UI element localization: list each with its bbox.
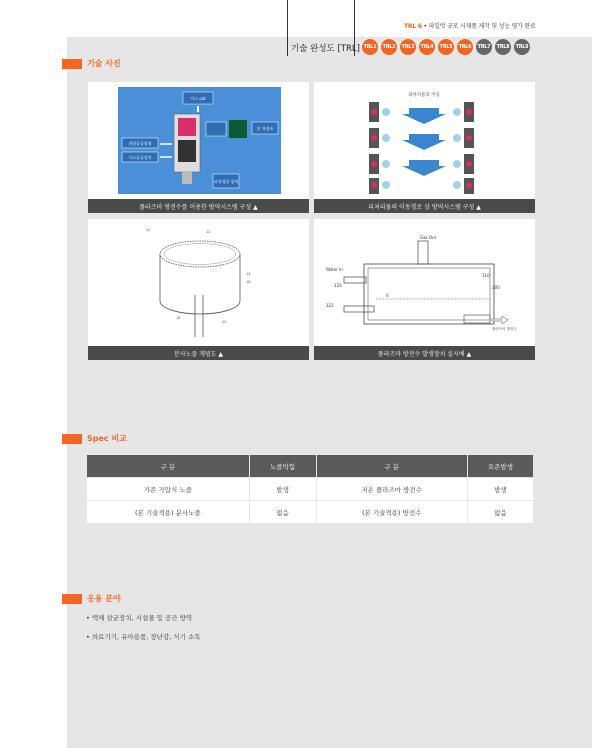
ref-number: 14 xyxy=(246,272,251,276)
figure-route-diagram xyxy=(314,82,535,213)
table-header-cell: 구 분 xyxy=(316,455,467,478)
spec-comparison-table xyxy=(87,455,533,523)
label-object-movement: 피처리물의 이동 xyxy=(408,93,440,98)
ref-number: 20 xyxy=(222,320,227,324)
list-item: • 의료기기, 유아용품, 장난감, 식기 소독 xyxy=(86,633,201,641)
table-row xyxy=(87,478,533,501)
trl-level-badge: TRL7 xyxy=(476,39,492,55)
section-title: 응용 분야 xyxy=(87,594,121,603)
trl-level-badge: TRL1 xyxy=(362,39,378,55)
figure-caption: 플라즈마 방전수를 이용한 방역시스템 구성 ▲ xyxy=(88,199,309,213)
trl-level-badge: TRL8 xyxy=(495,39,511,55)
trl-label: 기술 완성도 [TRL] xyxy=(291,44,360,54)
table-cell: 발생 xyxy=(249,478,316,501)
table-cell: 저온 플라즈마 방전수 xyxy=(316,478,467,501)
dimension-label: d xyxy=(386,293,389,298)
table-cell: 없음 xyxy=(249,501,316,524)
label-water-in: Water In xyxy=(326,267,343,272)
table-header-cell: 노즐막힘 xyxy=(249,455,316,478)
label-target-device: 피처리물 장치 xyxy=(213,179,239,184)
label-water-tank: 물 저장조 xyxy=(256,126,274,131)
ref-number: 18 xyxy=(176,316,181,320)
table-header-cell: 오존발생 xyxy=(467,455,533,478)
ref-number: 300 xyxy=(492,285,500,290)
trl-level-badge: TRL9 xyxy=(514,39,530,55)
label-gas-out: Gas Out xyxy=(420,235,437,240)
trl-level-badge: TRL6 xyxy=(457,39,473,55)
section-marker xyxy=(62,594,82,604)
section-marker xyxy=(62,434,82,444)
trl-status: TRL 6 • 파일럿 규모 시제품 제작 및 성능 평가 완료 xyxy=(404,23,536,30)
route-diagram-image xyxy=(314,82,535,199)
trl-level-badge: TRL4 xyxy=(419,39,435,55)
section-title: Spec 비교 xyxy=(87,434,127,443)
ref-number: 12 xyxy=(206,230,211,234)
ref-number: 16 xyxy=(246,280,251,284)
table-cell: (본 기술적용) 방전수 xyxy=(316,501,467,524)
label-gas-out: 가스 out xyxy=(190,96,206,101)
ref-number: 10 xyxy=(146,228,151,232)
applications-list xyxy=(86,613,201,651)
system-diagram-image xyxy=(88,82,309,199)
table-cell: 없음 xyxy=(467,501,533,524)
label-gas-supply: 가스공급장치 xyxy=(128,155,152,160)
trl-level-badge: TRL2 xyxy=(381,39,397,55)
figure-system-diagram xyxy=(88,82,309,213)
figure-caption: 분사노즐 개념도 ▲ xyxy=(88,346,309,360)
table-row xyxy=(87,501,533,524)
ref-number: 120 xyxy=(334,283,342,288)
nozzle-concept-image xyxy=(88,219,309,346)
table-cell: 발생 xyxy=(467,478,533,501)
trl-level-badge: TRL3 xyxy=(400,39,416,55)
table-header-cell: 구 분 xyxy=(87,455,249,478)
section-title: 기술 사진 xyxy=(87,59,121,68)
label-power-supply: 전원공급장치 xyxy=(128,141,152,146)
ref-number: 110 xyxy=(482,273,490,278)
figure-caption: 피처리물의 이동경로 상 방역시스템 구성 ▲ xyxy=(314,199,535,213)
list-item: • 액체 살균장치, 시설물 및 공간 방역 xyxy=(86,614,193,622)
section-marker xyxy=(62,59,82,69)
section-header-spec xyxy=(62,433,127,444)
figure-nozzle-concept xyxy=(88,219,309,360)
table-header-row xyxy=(87,455,533,478)
section-header-applications xyxy=(62,593,121,604)
figure-caption: 플라즈마 방전수 발생장치 실시예 ▲ xyxy=(314,346,535,360)
table-cell: (본 기술적용) 분사노즐 xyxy=(87,501,249,524)
ref-number: 122 xyxy=(326,303,334,308)
figure-discharge-device xyxy=(314,219,535,360)
discharge-device-image xyxy=(314,219,535,346)
label-outlet: 플라즈마 방전수 xyxy=(492,327,517,331)
section-header-photos xyxy=(62,58,121,69)
table-cell: 기존 가압식 노즐 xyxy=(87,478,249,501)
divider-line xyxy=(287,0,288,56)
trl-level-badge: TRL5 xyxy=(438,39,454,55)
trl-level-indicator xyxy=(362,39,530,55)
